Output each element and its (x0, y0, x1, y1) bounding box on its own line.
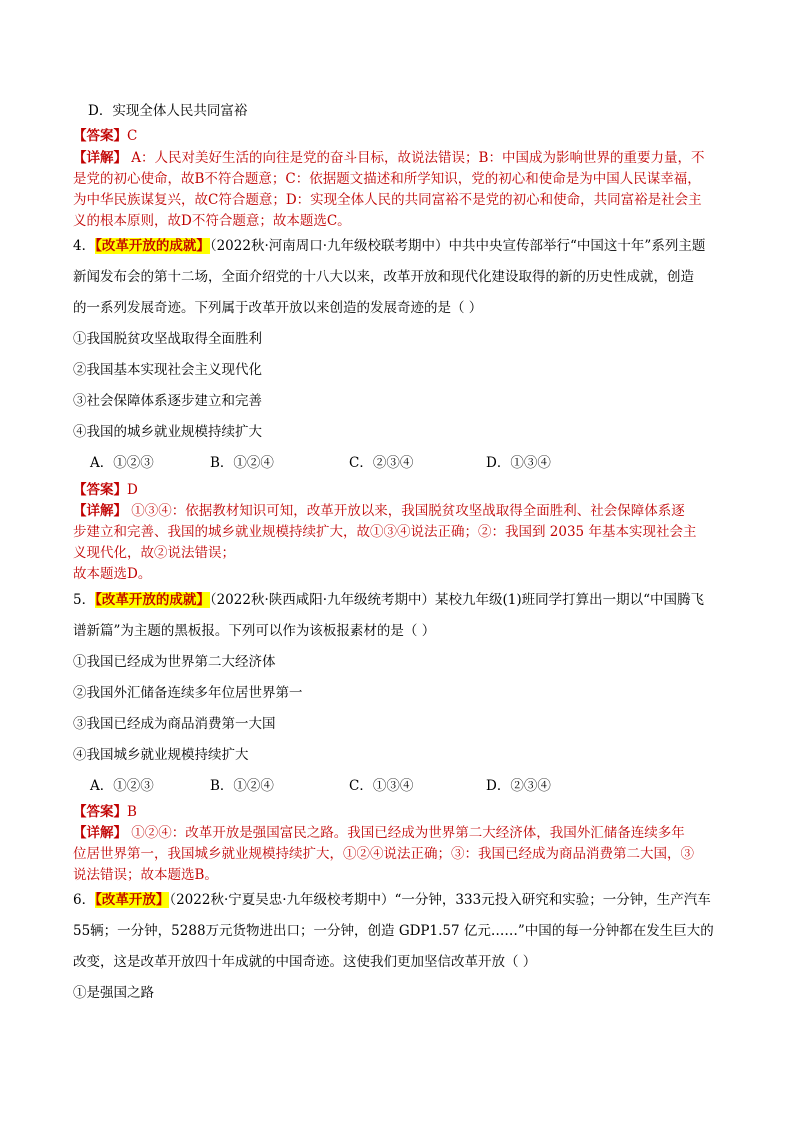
q3-detail-line-4: 义的根本原则，故D不符合题意；故本题选C。 (73, 213, 351, 229)
q3-answer (73, 126, 137, 146)
q6-stem-line-3: 改变，这是改革开放四十年成就的中国奇迹。这使我们更加坚信改革开放（ ） (73, 954, 537, 970)
q5-detail-line-1 (73, 823, 685, 843)
q6-stem-line-1 (73, 890, 711, 910)
q4-option-a: A．①②③ (90, 455, 154, 471)
q5-item-3: ③我国已经成为商品消费第一大国 (73, 716, 276, 732)
q3-detail-line-2: 是党的初心使命，故B不符合题意；C：依据题文描述和所学知识，党的初心和使命是为中国人民谋幸福， (73, 171, 701, 187)
answer-label: 【答案】 (73, 128, 127, 144)
q4-detail-line-2: 步建立和完善、我国的城乡就业规模持续扩大，故①③④说法正确；②：我国到 2035 年基本实现社会主 (73, 524, 697, 540)
detail-text: ①③④：依据教材知识可知，改革开放以来，我国脱贫攻坚战取得全面胜利、社会保障体系逐 (131, 503, 685, 519)
q5-item-4: ④我国城乡就业规模持续扩大 (73, 747, 249, 763)
q5-stem-line-1 (73, 590, 704, 610)
q3-detail-line-3: 为中华民族谋复兴，故C符合题意；D：实现全体人民的共同富裕不是党的初心和使命，共同富裕是社会主 (73, 192, 702, 208)
answer-value: C (127, 128, 138, 144)
q4-option-c: C．②③④ (349, 455, 414, 471)
q3-option-d: D．实现全体人民共同富裕 (88, 103, 248, 119)
stem-text: （2022秋·河南周口·九年级校联考期中）中共中央宣传部举行“中国这十年”系列主题 (209, 238, 706, 254)
q4-detail-line-1 (73, 501, 685, 521)
q5-option-a: A．①②③ (90, 778, 154, 794)
topic-tag: 【改革开放的成就】 (95, 238, 210, 254)
q4-option-b: B．①②④ (210, 455, 274, 471)
topic-tag: 【改革开放】 (95, 892, 170, 908)
detail-label: 【详解】 (73, 150, 127, 166)
q4-item-3: ③社会保障体系逐步建立和完善 (73, 393, 262, 409)
detail-text: ①②④：改革开放是强国富民之路。我国已经成为世界第二大经济体，我国外汇储备连续多年 (131, 825, 685, 841)
detail-text: A：人民对美好生活的向往是党的奋斗目标，故说法错误；B：中国成为影响世界的重要力量，不 (131, 150, 705, 166)
q5-detail-line-2: 位居世界第一，我国城乡就业规模持续扩大，①②④说法正确；③：我国已经成为商品消费第二大国，③ (73, 846, 694, 862)
q4-detail-line-4: 故本题选D。 (73, 566, 152, 582)
q4-option-d: D．①③④ (486, 455, 551, 471)
q4-item-2: ②我国基本实现社会主义现代化 (73, 362, 262, 378)
q5-item-1: ①我国已经成为世界第二大经济体 (73, 654, 276, 670)
stem-text: （2022秋·陕西咸阳·九年级统考期中）某校九年级(1)班同学打算出一期以“中国腾飞 (209, 592, 705, 608)
answer-label: 【答案】 (73, 804, 127, 820)
stem-text: （2022秋·宁夏吴忠·九年级校考期中）“一分钟，333元投入研究和实验；一分钟，生产汽车 (169, 892, 711, 908)
q5-stem-line-2: 谱新篇”为主题的黑板报。下列可以作为该板报素材的是（ ） (73, 623, 436, 639)
q4-stem-line-3: 的一系列发展奇迹。下列属于改革开放以来创造的发展奇迹的是（ ） (73, 300, 483, 316)
detail-label: 【详解】 (73, 503, 127, 519)
q4-stem-line-2: 新闻发布会的第十二场，全面介绍党的十八大以来，改革开放和现代化建设取得的新的历史性成就，创造 (73, 269, 694, 285)
detail-label: 【详解】 (73, 825, 127, 841)
q5-option-c: C．①③④ (349, 778, 414, 794)
q4-item-1: ①我国脱贫攻坚战取得全面胜利 (73, 331, 262, 347)
q5-option-d: D．②③④ (486, 778, 551, 794)
q5-option-b: B．①②④ (210, 778, 274, 794)
q4-stem-line-1 (73, 236, 705, 256)
answer-value: D (127, 482, 138, 498)
q4-detail-line-3: 义现代化，故②说法错误； (73, 545, 235, 561)
question-number: 6． (73, 892, 96, 908)
answer-label: 【答案】 (73, 482, 127, 498)
answer-value: B (127, 804, 137, 820)
question-number: 5． (73, 592, 96, 608)
q5-answer (73, 802, 137, 822)
q4-item-4: ④我国的城乡就业规模持续扩大 (73, 424, 262, 440)
q4-answer (73, 480, 138, 500)
topic-tag: 【改革开放的成就】 (95, 592, 210, 608)
q6-item-1: ①是强国之路 (73, 985, 154, 1001)
question-number: 4． (73, 238, 96, 254)
q3-detail-line-1 (73, 148, 704, 168)
q5-item-2: ②我国外汇储备连续多年位居世界第一 (73, 685, 303, 701)
q5-detail-line-3: 说法错误；故本题选B。 (73, 867, 218, 883)
q6-stem-line-2: 55辆；一分钟，5288万元货物进出口；一分钟，创造 GDP1.57 亿元……”中国的每一分钟都在发生巨大的 (73, 923, 714, 939)
